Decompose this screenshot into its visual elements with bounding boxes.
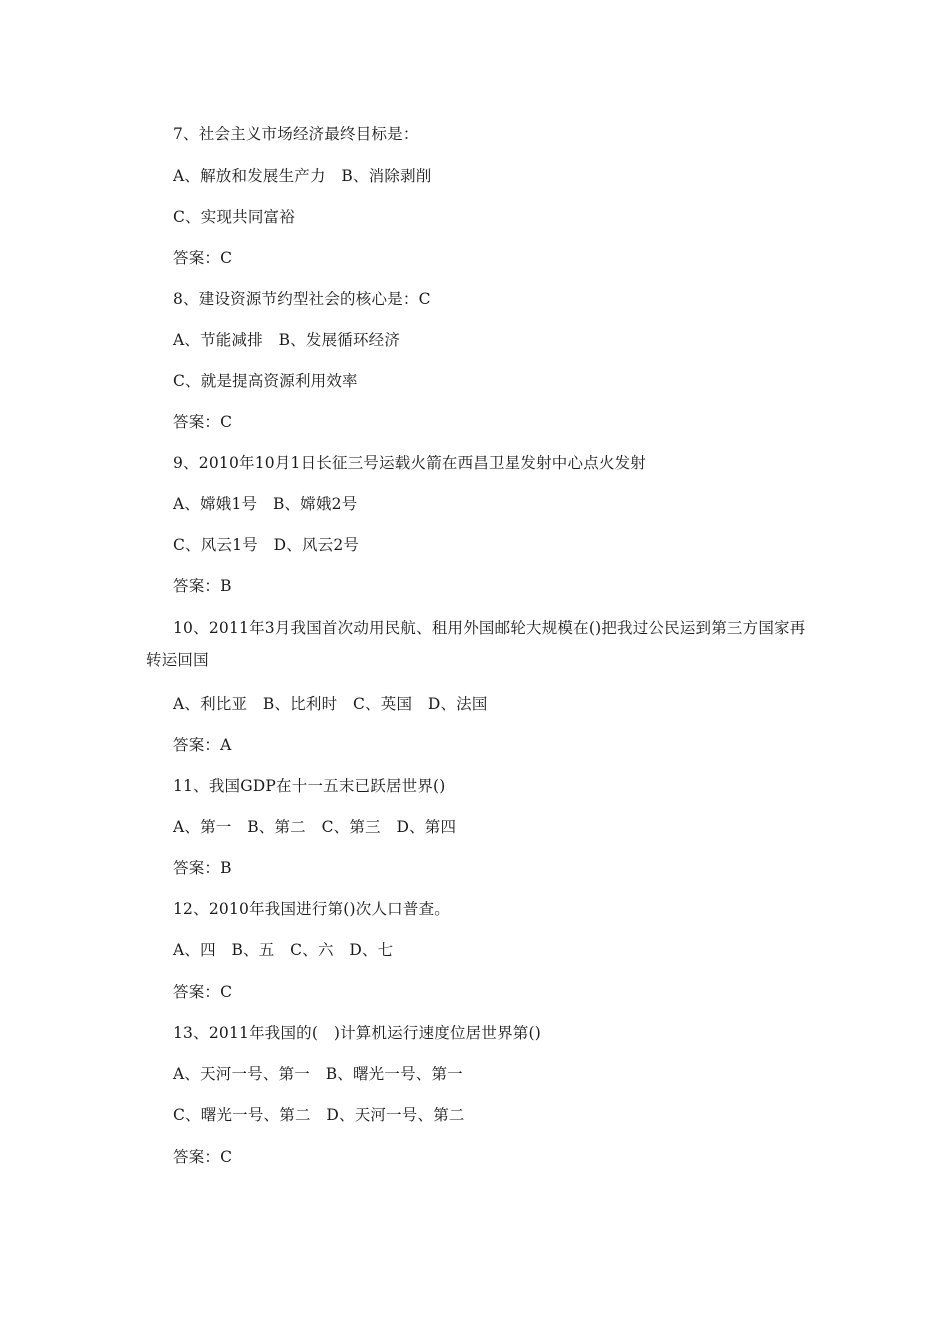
question-9-text: 9、2010年10月1日长征三号运载火箭在西昌卫星发射中心点火发射 <box>173 454 646 472</box>
question-11-option-line-1: A、第一 B、第二 C、第三 D、第四 <box>173 818 457 836</box>
question-8-answer: 答案：C <box>173 413 233 431</box>
question-11-answer: 答案：B <box>173 859 232 877</box>
question-12-option-line-1: A、四 B、五 C、六 D、七 <box>173 941 394 959</box>
question-13-option-line-1: A、天河一号、第一 B、曙光一号、第一 <box>173 1065 463 1083</box>
question-13-option-line-2: C、曙光一号、第二 D、天河一号、第二 <box>173 1106 465 1124</box>
question-9-option-line-2: C、风云1号 D、风云2号 <box>173 536 360 554</box>
question-9-answer: 答案：B <box>173 577 232 595</box>
question-11-text: 11、我国GDP在十一五末已跃居世界() <box>173 777 446 795</box>
question-12-answer: 答案：C <box>173 983 233 1001</box>
question-7-option-line-1: A、解放和发展生产力 B、消除剥削 <box>173 167 432 185</box>
question-10-option-line-1: A、利比亚 B、比利时 C、英国 D、法国 <box>173 695 488 713</box>
question-7-text: 7、社会主义市场经济最终目标是： <box>173 125 419 143</box>
question-8-option-line-2: C、就是提高资源利用效率 <box>173 372 358 390</box>
question-9-option-line-1: A、嫦娥1号 B、嫦娥2号 <box>173 495 358 513</box>
question-10-answer: 答案：A <box>173 736 232 754</box>
question-10-text: 10、2011年3月我国首次动用民航、租用外国邮轮大规模在()把我过公民运到第三方国家再转运回国 <box>146 619 806 669</box>
question-8-option-line-1: A、节能减排 B、发展循环经济 <box>173 331 401 349</box>
question-7-option-line-2: C、实现共同富裕 <box>173 208 295 226</box>
question-8-text: 8、建设资源节约型社会的核心是：C <box>173 290 431 308</box>
question-13-text: 13、2011年我国的( )计算机运行速度位居世界第() <box>173 1024 541 1042</box>
question-12-text: 12、2010年我国进行第()次人口普查。 <box>173 900 450 918</box>
question-7-answer: 答案：C <box>173 249 233 267</box>
question-13-answer: 答案：C <box>173 1148 233 1166</box>
